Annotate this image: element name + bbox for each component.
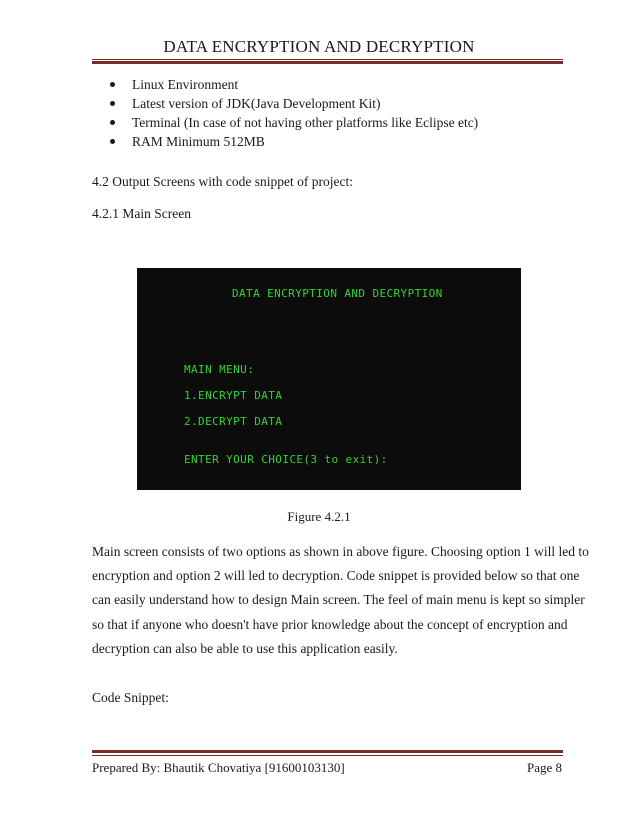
footer-page-number: Page 8 — [526, 760, 562, 775]
bullet-icon — [110, 101, 115, 106]
page-header-title: DATA ENCRYPTION AND DECRYPTION — [163, 37, 475, 56]
description-paragraph — [92, 540, 589, 661]
figure-caption: Figure 4.2.1 — [287, 509, 351, 524]
list-item: Linux Environment — [110, 75, 478, 94]
header-rule-thin — [92, 59, 563, 60]
footer-rule-thick — [92, 750, 563, 753]
terminal-screenshot — [137, 268, 521, 490]
paragraph-line: so that if anyone who doesn't have prior knowledge about the concept of encryption and — [92, 616, 568, 632]
code-snippet-label: Code Snippet: — [92, 690, 169, 705]
footer-rule-thin — [92, 755, 563, 756]
subsection-heading: 4.2.1 Main Screen — [92, 206, 191, 221]
terminal-prompt: ENTER YOUR CHOICE(3 to exit): — [184, 453, 388, 466]
section-heading: 4.2 Output Screens with code snippet of project: — [92, 174, 353, 189]
bullet-icon — [110, 120, 115, 125]
list-item: RAM Minimum 512MB — [110, 132, 478, 151]
header-rule-thick — [92, 61, 563, 64]
paragraph-line: decryption can also be able to use this application easily. — [92, 640, 398, 656]
paragraph-line: encryption and option 2 will led to decryption. Code snippet is provided below so that one — [92, 568, 580, 584]
terminal-menu-title: MAIN MENU: — [184, 363, 255, 376]
terminal-option-encrypt: 1.ENCRYPT DATA — [184, 389, 283, 402]
terminal-option-decrypt: 2.DECRYPT DATA — [184, 415, 283, 428]
terminal-title: DATA ENCRYPTION AND DECRYPTION — [232, 287, 443, 300]
list-item: Latest version of JDK(Java Development Kit) — [110, 94, 478, 113]
list-item: Terminal (In case of not having other platforms like Eclipse etc) — [110, 113, 478, 132]
bullet-icon — [110, 82, 115, 87]
requirements-list — [110, 75, 478, 151]
paragraph-line: can easily understand how to design Main screen. The feel of main menu is kept so simpler — [92, 592, 585, 608]
footer-author: Prepared By: Bhautik Chovatiya [91600103130] — [92, 760, 345, 775]
paragraph-line: Main screen consists of two options as shown in above figure. Choosing option 1 will led to — [92, 544, 589, 559]
bullet-icon — [110, 139, 115, 144]
